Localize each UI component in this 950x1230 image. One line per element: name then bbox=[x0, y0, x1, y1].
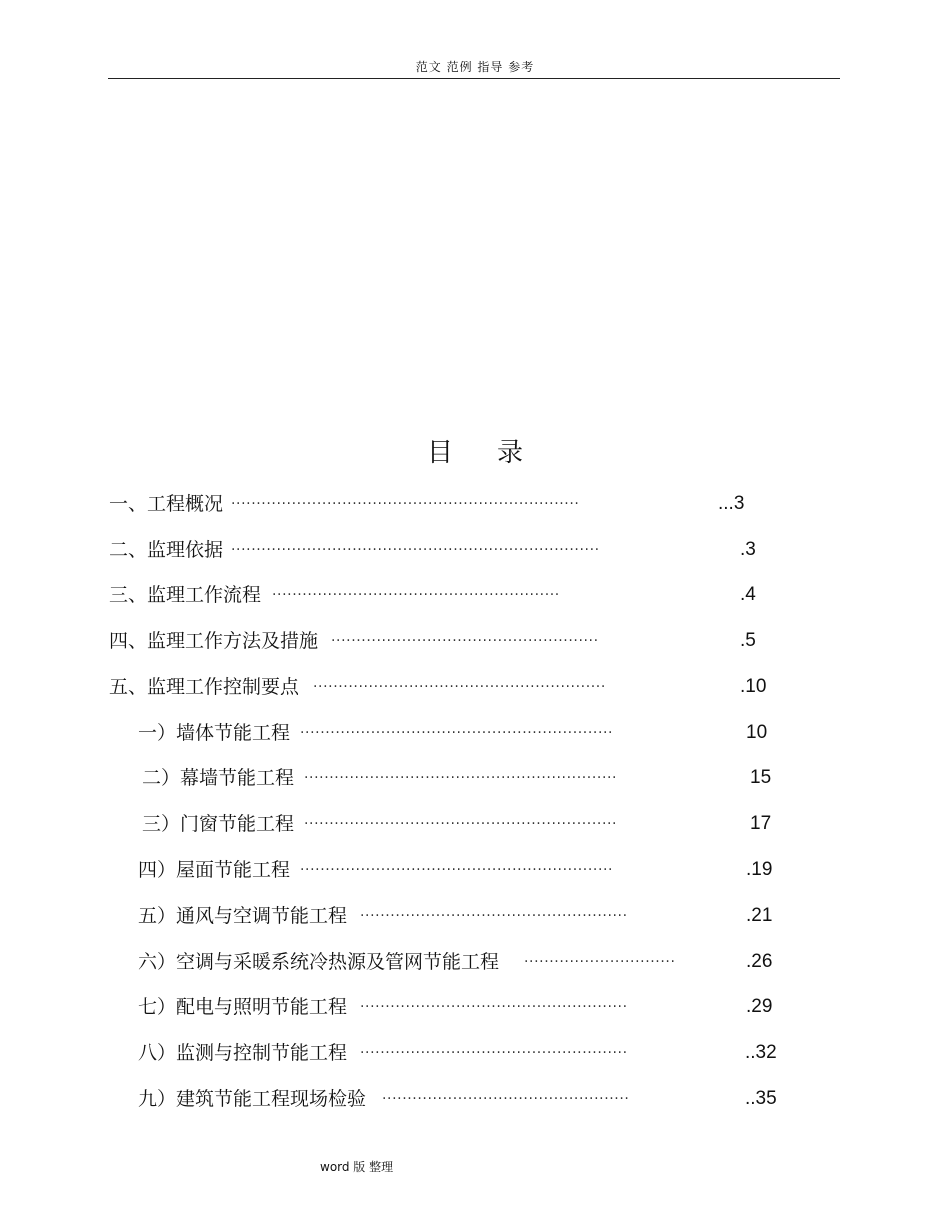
toc-dot-leader: ·························································· bbox=[313, 679, 606, 695]
toc-dot-leader: ········································································· bbox=[231, 542, 600, 558]
toc-entry-page: 17 bbox=[750, 813, 772, 834]
toc-entry[interactable] bbox=[138, 721, 768, 745]
toc-entry-label: 五、监理工作控制要点 bbox=[109, 676, 300, 698]
toc-entry[interactable] bbox=[138, 904, 773, 928]
toc-entry-label: 八）监测与控制节能工程 bbox=[138, 1042, 348, 1064]
toc-entry-page: .10 bbox=[740, 676, 767, 697]
toc-dot-leader: ····················································· bbox=[360, 1045, 628, 1061]
toc-dot-leader: ······························································ bbox=[304, 816, 618, 832]
toc-entry[interactable] bbox=[138, 1087, 777, 1111]
toc-entry-label: 三、监理工作流程 bbox=[109, 584, 262, 606]
toc-entry-page: .26 bbox=[746, 951, 773, 972]
toc-entry-label: 五）通风与空调节能工程 bbox=[138, 905, 348, 927]
toc-entry[interactable] bbox=[109, 583, 756, 607]
toc-entry[interactable] bbox=[138, 858, 773, 882]
toc-dot-leader: ······························ bbox=[524, 954, 676, 970]
header-divider bbox=[108, 78, 840, 79]
toc-dot-leader: ····················································· bbox=[360, 999, 628, 1015]
toc-dot-leader: ················································· bbox=[382, 1091, 630, 1107]
toc-dot-leader: ······························································ bbox=[300, 862, 614, 878]
toc-entry[interactable] bbox=[109, 675, 767, 699]
toc-dot-leader: ························································· bbox=[272, 587, 560, 603]
toc-entry-page: 10 bbox=[746, 722, 768, 743]
toc-entry[interactable] bbox=[109, 629, 756, 653]
toc-entry-page: ..32 bbox=[745, 1042, 777, 1063]
toc-entry-label: 一、工程概况 bbox=[109, 493, 224, 515]
toc-entry[interactable] bbox=[142, 812, 772, 836]
toc-entry-label: 四、监理工作方法及措施 bbox=[109, 630, 319, 652]
toc-entry-label: 二、监理依据 bbox=[109, 539, 224, 561]
toc-entry[interactable] bbox=[138, 1041, 777, 1065]
toc-entry-label: 九）建筑节能工程现场检验 bbox=[138, 1088, 367, 1110]
toc-dot-leader: ······························································ bbox=[300, 725, 614, 741]
toc-entry[interactable] bbox=[138, 950, 773, 974]
toc-dot-leader: ····················································· bbox=[360, 908, 628, 924]
toc-entry-label: 二）幕墙节能工程 bbox=[142, 767, 295, 789]
toc-entry-page: .5 bbox=[740, 630, 756, 651]
toc-entry[interactable] bbox=[142, 766, 772, 790]
toc-entry-label: 三）门窗节能工程 bbox=[142, 813, 295, 835]
toc-entry-page: .19 bbox=[746, 859, 773, 880]
toc-entry[interactable] bbox=[109, 538, 756, 562]
toc-entry-label: 六）空调与采暖系统冷热源及管网节能工程 bbox=[138, 951, 500, 973]
toc-entry-page: ..35 bbox=[745, 1088, 777, 1109]
toc-entry-page: .3 bbox=[740, 539, 756, 560]
toc-entry-page: ...3 bbox=[718, 493, 745, 514]
toc-entry-label: 一）墙体节能工程 bbox=[138, 722, 291, 744]
toc-entry[interactable] bbox=[109, 492, 745, 516]
toc-entry[interactable] bbox=[138, 995, 773, 1019]
page-footer: word 版 整理 bbox=[320, 1160, 394, 1174]
toc-dot-leader: ····································································· bbox=[231, 496, 580, 512]
toc-dot-leader: ····················································· bbox=[331, 633, 599, 649]
toc-entry-page: 15 bbox=[750, 767, 772, 788]
toc-entry-page: .21 bbox=[746, 905, 773, 926]
toc-entry-label: 七）配电与照明节能工程 bbox=[138, 996, 348, 1018]
toc-entry-page: .29 bbox=[746, 996, 773, 1017]
toc-dot-leader: ······························································ bbox=[304, 770, 618, 786]
page-header: 范文 范例 指导 参考 bbox=[415, 60, 535, 74]
toc-entry-page: .4 bbox=[740, 584, 756, 605]
toc-entry-label: 四）屋面节能工程 bbox=[138, 859, 291, 881]
toc-title: 目录 bbox=[426, 438, 567, 468]
